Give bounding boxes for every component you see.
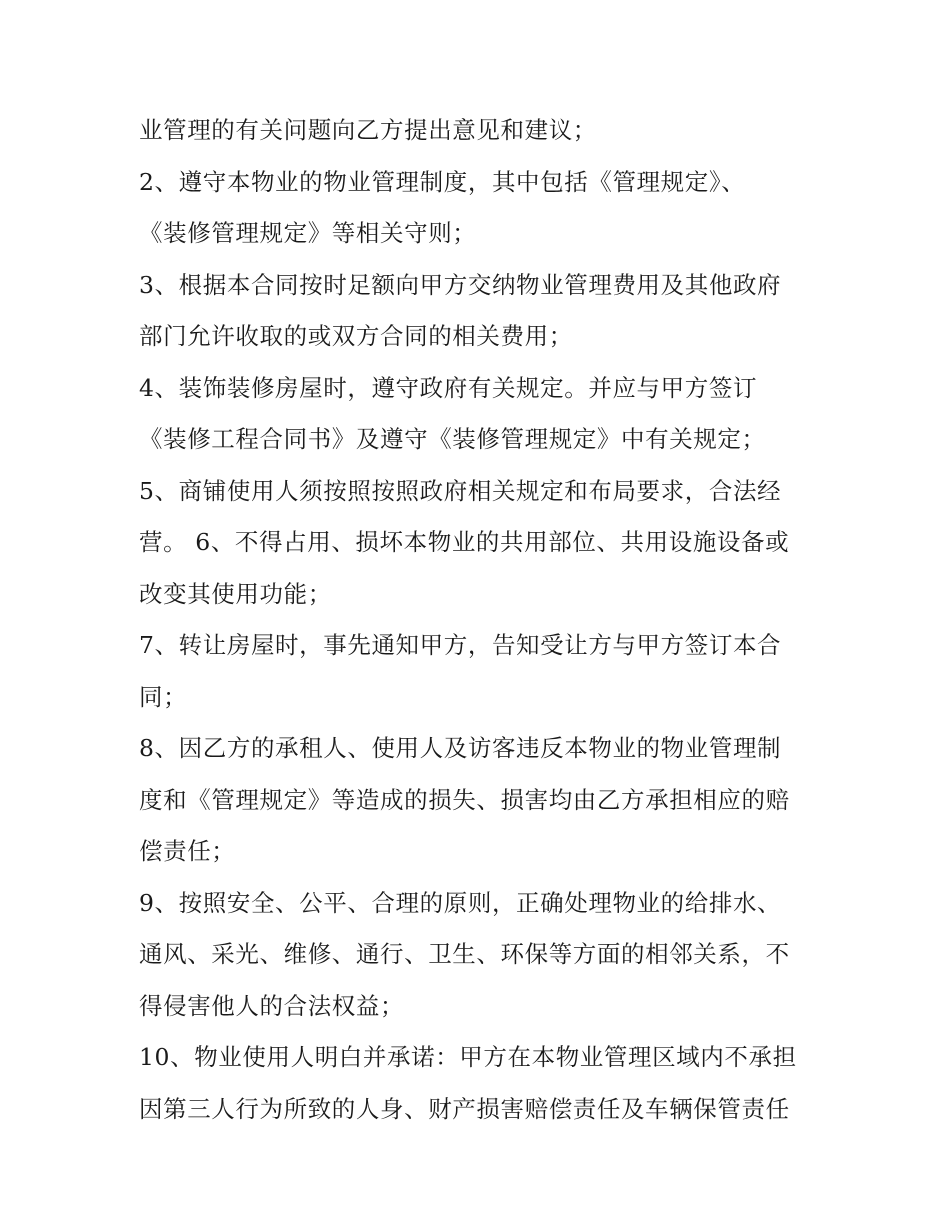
text-line: 7、转让房屋时，事先通知甲方，告知受让方与甲方签订本合 xyxy=(139,631,782,659)
text-line: 通风、采光、维修、通行、卫生、环保等方面的相邻关系，不 xyxy=(139,940,790,968)
text-line: 业管理的有关问题向乙方提出意见和建议； xyxy=(139,116,597,144)
text-line: 偿责任； xyxy=(139,837,236,865)
text-line: 营。 6、不得占用、损坏本物业的共用部位、共用设施设备或 xyxy=(139,528,790,556)
text-line: 改变其使用功能； xyxy=(139,579,332,608)
text-line: 《装修管理规定》等相关守则； xyxy=(139,219,477,247)
text-line: 10、物业使用人明白并承诺：甲方在本物业管理区域内不承担 xyxy=(139,1043,797,1071)
text-line: 《装修工程合同书》及遵守《装修管理规定》中有关规定； xyxy=(139,425,766,453)
text-line: 8、因乙方的承租人、使用人及访客违反本物业的物业管理制 xyxy=(139,734,782,762)
document-body xyxy=(139,105,839,1135)
text-line: 度和《管理规定》等造成的损失、损害均由乙方承担相应的赔 xyxy=(139,785,790,814)
text-line: 同； xyxy=(139,682,188,711)
text-line: 部门允许收取的或双方合同的相关费用； xyxy=(139,322,573,350)
text-line: 因第三人行为所致的人身、财产损害赔偿责任及车辆保管责任 xyxy=(139,1094,790,1123)
text-line: 得侵害他人的合法权益； xyxy=(139,991,405,1020)
text-line: 3、根据本合同按时足额向甲方交纳物业管理费用及其他政府 xyxy=(139,270,782,299)
text-line: 2、遵守本物业的物业管理制度，其中包括《管理规定》、 xyxy=(139,167,746,196)
text-line: 4、装饰装修房屋时，遵守政府有关规定。并应与甲方签订 xyxy=(139,373,758,402)
text-line: 9、按照安全、公平、合理的原则，正确处理物业的给排水、 xyxy=(139,888,782,917)
text-line: 5、商铺使用人须按照按照政府相关规定和布局要求，合法经 xyxy=(139,476,782,505)
